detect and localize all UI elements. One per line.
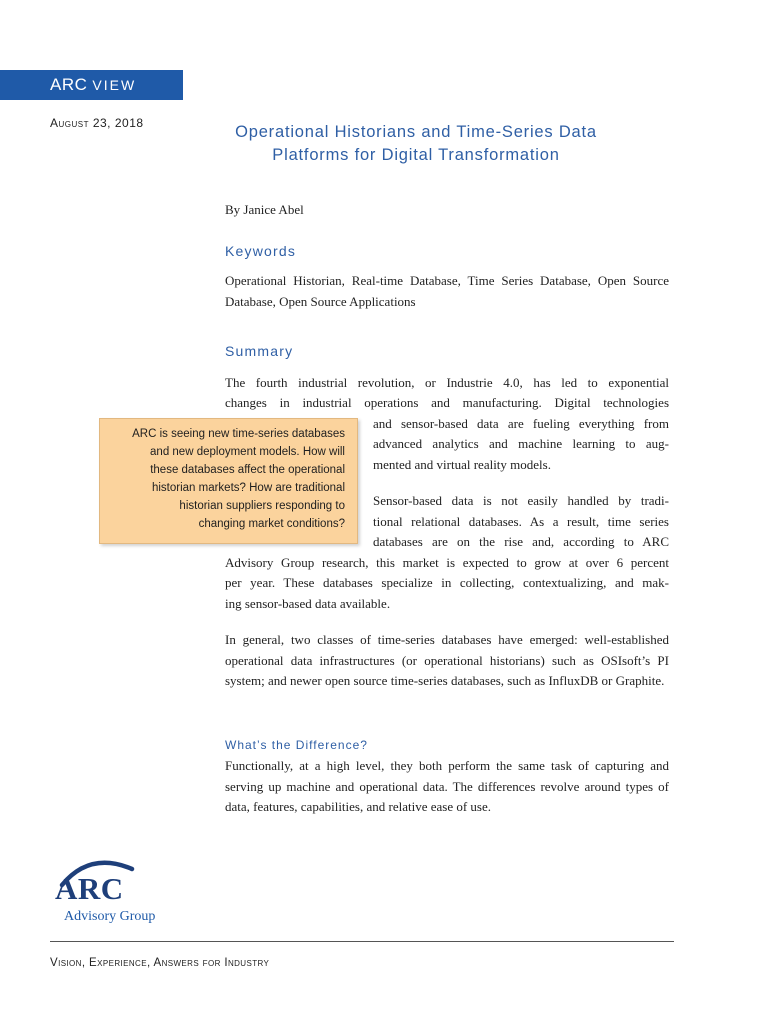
callout-line: and new deployment models. How will	[150, 446, 345, 458]
summary-p2-line: databases are on the rise and, according to ARC	[373, 534, 669, 549]
title-line-1: Operational Historians and Time-Series Data	[235, 123, 597, 141]
difference-heading: What’s the Difference?	[225, 738, 368, 752]
arc-advisory-group-logo	[50, 855, 180, 935]
summary-p1-line: changes in industrial operations and manufacturing. Digital technologies	[225, 395, 669, 410]
summary-p1-line: and sensor-based data are fueling everything from	[373, 416, 669, 431]
summary-p2-line: ing sensor-based data available.	[225, 596, 391, 611]
logo-name: ARC	[55, 871, 124, 906]
summary-p2-line: Sensor-based data is not easily handled by tradi-	[373, 493, 669, 508]
banner-view: VIEW	[92, 77, 137, 93]
summary-p1-line: The fourth industrial revolution, or Industrie 4.0, has led to exponential	[225, 375, 669, 390]
keywords-heading: Keywords	[225, 243, 297, 259]
summary-p1-line: advanced analytics and machine learning to aug-	[373, 436, 669, 451]
summary-p2-line: Advisory Group research, this market is expected to grow at over 6 percent	[225, 555, 669, 570]
summary-p3: In general, two classes of time-series databases have emerged: well-established operational data infrastructures (or operational historians) such as OSIsoft’s PI system; and newer open source time-series databases, such as InfluxDB or Graphite.	[225, 632, 669, 688]
banner-brand: ARC	[50, 75, 88, 94]
callout-line: these databases affect the operational	[150, 464, 345, 476]
difference-text: Functionally, at a high level, they both perform the same task of capturing and serving up machine and operational data. The differences revolve around types of data, features, capabilities, and relative ease of use.	[225, 758, 669, 814]
logo-subtitle: Advisory Group	[64, 909, 156, 924]
summary-p2-line: tional relational databases. As a result, time series	[373, 514, 669, 529]
title-line-2: Platforms for Digital Transformation	[272, 146, 560, 164]
footer-divider	[50, 941, 674, 942]
summary-p1-line: mented and virtual reality models.	[373, 457, 551, 472]
byline: By Janice Abel	[225, 202, 304, 217]
summary-heading: Summary	[225, 343, 294, 359]
callout-line: historian suppliers responding to	[179, 500, 345, 512]
callout-line: changing market conditions?	[198, 518, 345, 530]
document-title	[200, 121, 632, 167]
arc-view-banner	[0, 70, 183, 100]
footer-tagline: Vision, Experience, Answers for Industry	[50, 957, 270, 969]
pull-quote-callout	[99, 418, 358, 544]
keywords-text: Operational Historian, Real-time Database, Time Series Database, Open Source Database, Open Source Applications	[225, 273, 669, 309]
callout-line: historian markets? How are traditional	[151, 482, 345, 494]
summary-p2-line: per year. These databases specialize in collecting, contextualizing, and mak-	[225, 575, 669, 590]
publication-date: August 23, 2018	[50, 116, 144, 130]
callout-line: ARC is seeing new time-series databases	[132, 428, 345, 440]
